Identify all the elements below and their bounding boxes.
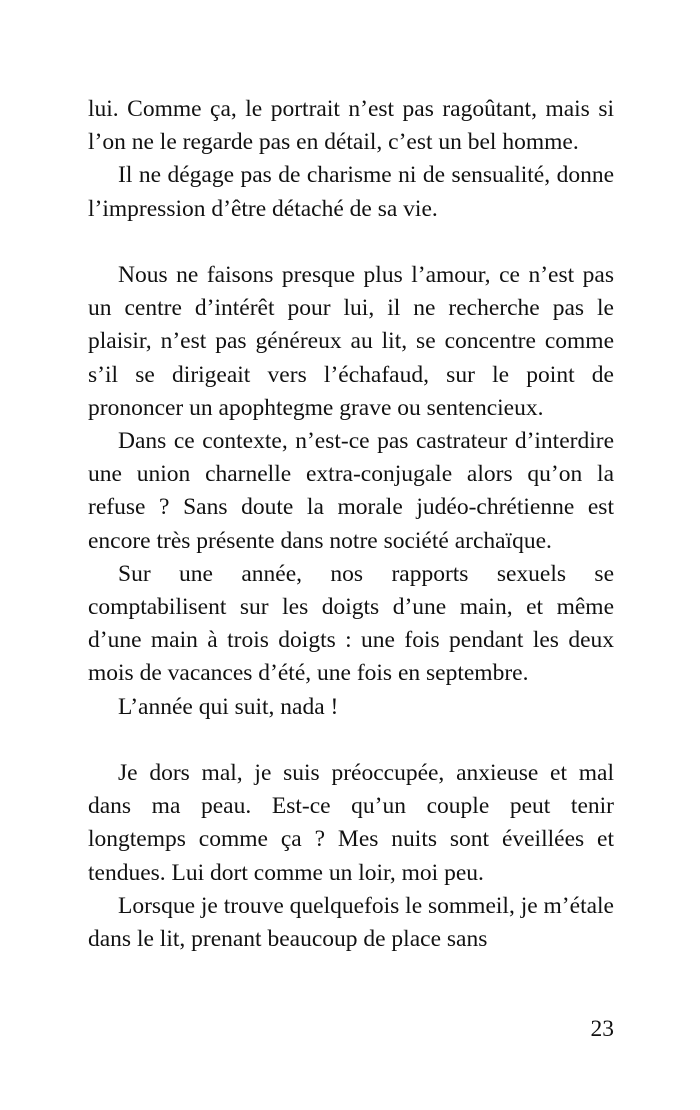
- paragraph: Nous ne faisons presque plus l’amour, ce n’est pas un centre d’intérêt pour lui, il ne recherche pas le plaisir, n’est pas généreux au lit, se concentre comme s’il se dirigeait vers l’échafaud, sur le point de prononcer un apophtegme grave ou sentencieux.: [88, 262, 614, 421]
- paragraph: Il ne dégage pas de charisme ni de sensualité, donne l’impression d’être détaché de sa vie.: [88, 162, 614, 222]
- paragraph: Dans ce contexte, n’est-ce pas castrateur d’interdire une union charnelle extra-conjugale alors qu’on la refuse ? Sans doute la morale judéo-chrétienne est encore très présente dans notre société archaïque.: [88, 428, 614, 554]
- paragraph-continued: lui. Comme ça, le portrait n’est pas ragoûtant, mais si l’on ne le regarde pas en détail, c’est un bel homme.: [88, 96, 614, 156]
- page-number: 23: [590, 1016, 614, 1042]
- body-text: [88, 93, 614, 956]
- paragraph: Lorsque je trouve quelquefois le sommeil, je m’étale dans le lit, prenant beaucoup de place sans: [88, 892, 614, 953]
- section-break: [88, 724, 614, 757]
- paragraph: Je dors mal, je suis préoccupée, anxieuse et mal dans ma peau. Est-ce qu’un couple peut tenir longtemps comme ça ? Mes nuits sont éveillées et tendues. Lui dort comme un loir, moi peu.: [88, 760, 614, 886]
- section-break: [88, 226, 614, 259]
- paragraph: Sur une année, nos rapports sexuels se comptabilisent sur les doigts d’une main, et même d’une main à trois doigts : une fois pendant les deux mois de vacances d’été, une fois en septembre.: [88, 560, 614, 687]
- paragraph: L’année qui suit, nada !: [118, 693, 339, 720]
